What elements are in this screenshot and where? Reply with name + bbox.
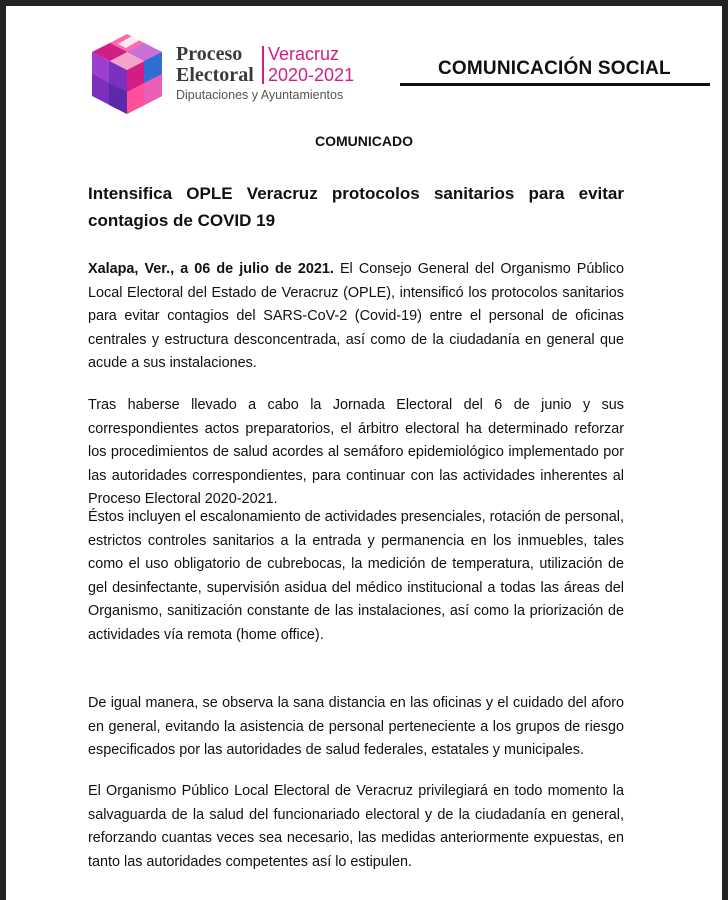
document-type-label: COMUNICADO	[315, 133, 413, 149]
logo-wordmark	[176, 44, 366, 114]
paragraph-1	[88, 258, 624, 376]
paragraph-3: Éstos incluyen el escalonamiento de actividades presenciales, rotación de personal, estrictos controles sanitarios a la entrada y permanencia en los inmuebles, tales como el uso obligatorio de cubrebocas, la medición de temperatura, utilización de gel desinfectante, supervisión asidua del médico institucional a todas las áreas del Organismo, sanitización constante de las instalaciones, así como la priorización de actividades vía remota (home office).	[88, 509, 624, 643]
logo-line-2: Electoral	[176, 64, 254, 86]
dateline: Xalapa, Ver., a 06 de julio de 2021.	[88, 261, 334, 277]
ballot-box-logo-icon	[88, 30, 166, 118]
header-divider	[400, 83, 710, 86]
section-title: COMUNICACIÓN SOCIAL	[438, 58, 671, 79]
logo-region: Veracruz	[268, 44, 340, 64]
logo-line-1: Proceso	[176, 43, 243, 65]
paragraph-5: El Organismo Público Local Electoral de Veracruz privilegiará en todo momento la salvaguarda de la salud del funcionariado electoral y de la ciudadanía en general, reforzando cuantas veces sea necesario, las medidas anteriormente expuestas, en tanto las autoridades competentes así lo estipulen.	[88, 783, 624, 870]
proceso-electoral-logo	[88, 30, 364, 120]
document-page	[6, 6, 722, 900]
logo-subtitle: Diputaciones y Ayuntamientos	[176, 88, 344, 102]
paragraph-1-text: El Consejo General del Organismo Público Local Electoral del Estado de Veracruz (OPLE), intensificó los protocolos sanitarios para evitar contagios del SARS-CoV-2 (Covid-19) entre el personal de oficinas centrales y estructura desconcentrada, así como de la ciudadanía en general que acude a sus instalaciones.	[88, 261, 624, 371]
paragraph-2: Tras haberse llevado a cabo la Jornada Electoral del 6 de junio y sus correspondientes actos preparatorios, el árbitro electoral ha determinado reforzar los procedimientos de salud acordes al semáforo epidemiológico implementado por las autoridades correspondientes, para continuar con las actividades inherentes al Proceso Electoral 2020-2021.	[88, 397, 624, 507]
logo-divider	[262, 46, 264, 84]
press-release-headline: Intensifica OPLE Veracruz protocolos sanitarios para evitar contagios de COVID 19	[88, 184, 624, 230]
logo-years: 2020-2021	[268, 65, 355, 85]
paragraph-4: De igual manera, se observa la sana distancia en las oficinas y el cuidado del aforo en general, evitando la asistencia de personal perteneciente a los grupos de riesgo especificados por las autoridades de salud federales, estatales y municipales.	[88, 695, 624, 758]
